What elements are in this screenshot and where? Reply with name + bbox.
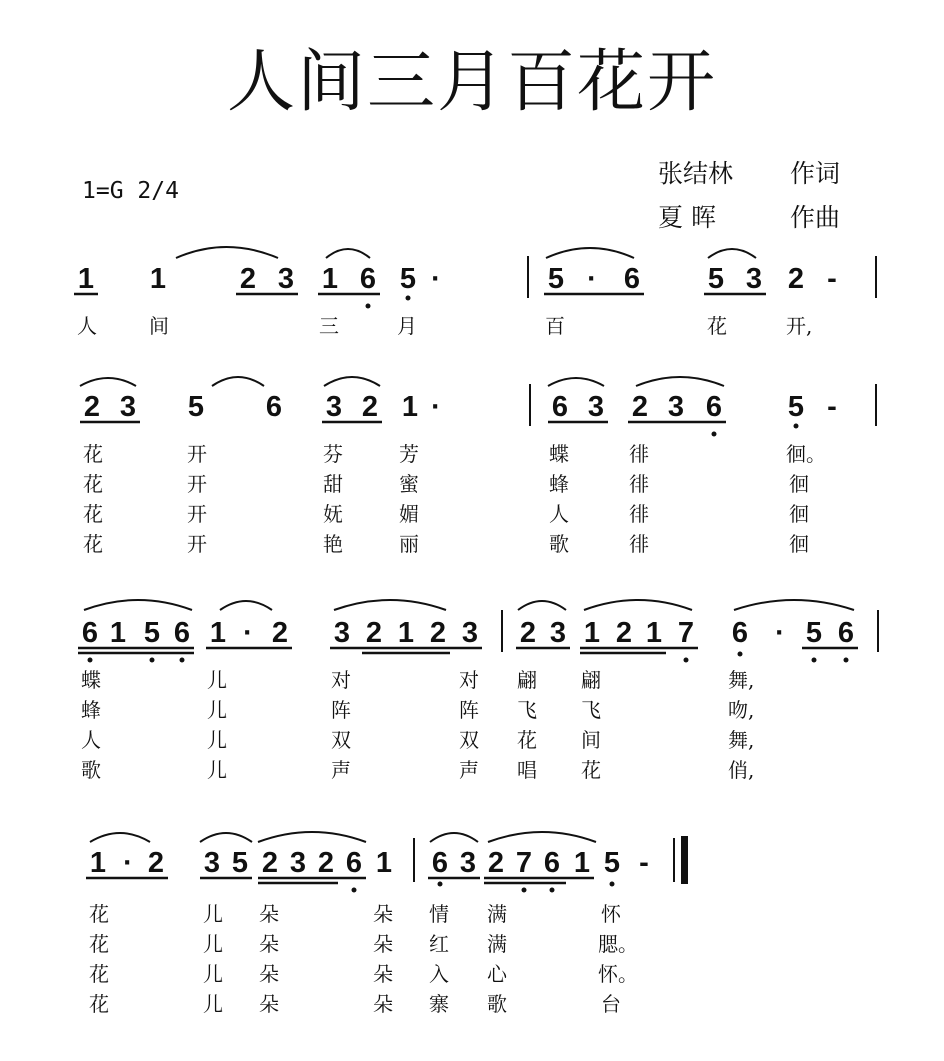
lyric-syllable: 情 (429, 902, 449, 926)
slur (80, 378, 136, 386)
note: 6 (81, 617, 99, 649)
note: 5 (603, 847, 621, 879)
octave-dot (438, 882, 443, 887)
note: 5 (805, 617, 823, 649)
note: 6 (705, 391, 723, 423)
slur (488, 832, 596, 842)
lyricist-name: 张结林 (658, 159, 734, 188)
lyric-syllable: 双 (459, 728, 479, 752)
lyric-syllable: 朵 (259, 962, 279, 986)
note: 3 (461, 617, 479, 649)
slur (708, 249, 756, 258)
note: 5 (231, 847, 249, 879)
lyric-syllable: 飞 (517, 698, 537, 722)
note: 6 (837, 617, 855, 649)
note: 2 (261, 847, 279, 879)
lyric-syllable: 花 (517, 728, 537, 752)
octave-dot (684, 658, 689, 663)
note: 2 (239, 263, 257, 295)
lyric-syllable: 间 (581, 728, 601, 752)
slur (176, 247, 278, 258)
note: 6 (543, 847, 561, 879)
note: 1 (77, 263, 95, 295)
note: 6 (623, 263, 641, 295)
octave-dot (352, 888, 357, 893)
slur (258, 832, 366, 842)
lyric-syllable: 朵 (373, 902, 393, 926)
note: 3 (667, 391, 685, 423)
lyric-syllable: 丽 (399, 532, 419, 556)
note: 5 (399, 263, 417, 295)
lyric-syllable: 花 (83, 442, 103, 466)
note: 6 (265, 391, 283, 423)
lyric-syllable: 三 (319, 314, 339, 338)
octave-dot (522, 888, 527, 893)
lyric-syllable: 人 (549, 502, 569, 526)
lyric-syllable: 满 (487, 902, 507, 926)
lyric-syllable: 蜂 (81, 698, 101, 722)
lyric-syllable: 蝶 (81, 668, 101, 692)
lyric-syllable: 阵 (459, 698, 479, 722)
lyric-syllable: 徘 (629, 532, 649, 556)
slur (734, 600, 854, 610)
lyric-syllable: 蜂 (549, 472, 569, 496)
lyric-syllable: 歌 (487, 992, 507, 1016)
lyric-syllable: 朵 (373, 962, 393, 986)
lyric-syllable: 儿 (207, 668, 227, 692)
note: 6 (173, 617, 191, 649)
octave-dot (610, 882, 615, 887)
note: 1 (109, 617, 127, 649)
octave-dot (812, 658, 817, 663)
lyric-syllable: 徘 (629, 502, 649, 526)
lyric-syllable: 媚 (399, 502, 419, 526)
note: 5 (707, 263, 725, 295)
lyric-syllable: 满 (487, 932, 507, 956)
lyric-syllable: 儿 (207, 698, 227, 722)
lyric-syllable: 人 (77, 314, 97, 338)
octave-dot (88, 658, 93, 663)
note: 5 (547, 263, 565, 295)
lyric-syllable: 歌 (549, 532, 569, 556)
lyric-syllable: 花 (89, 962, 109, 986)
slur (636, 377, 724, 386)
final-barline-thick (681, 836, 688, 884)
slurs (80, 247, 854, 842)
note: 1 (573, 847, 591, 879)
octave-dot (712, 432, 717, 437)
slur (546, 248, 634, 258)
note: 7 (515, 847, 533, 879)
lyric-syllable: 蝶 (549, 442, 569, 466)
lyric-syllable: 花 (83, 472, 103, 496)
lyric-syllable: 声 (331, 758, 351, 782)
key-signature: 1=G 2/4 (82, 178, 179, 204)
slur (326, 249, 370, 258)
note: 2 (83, 391, 101, 423)
slur (220, 601, 272, 610)
lyric-syllable: 花 (707, 314, 727, 338)
lyric-syllable: 艳 (323, 532, 343, 556)
slur (334, 600, 446, 610)
note: 1 (401, 391, 419, 423)
lyric-syllable: 儿 (203, 932, 223, 956)
lyric-syllable: 花 (83, 532, 103, 556)
note: · (243, 617, 253, 649)
note: - (827, 263, 837, 295)
octave-dot (794, 424, 799, 429)
note: 2 (429, 617, 447, 649)
note: 3 (459, 847, 477, 879)
lyric-syllable: 徊 (789, 532, 809, 556)
slur (324, 377, 380, 386)
lyric-syllable: 俏, (728, 758, 755, 782)
composer-name: 夏 晖 (658, 203, 716, 232)
note: 2 (615, 617, 633, 649)
lyric-syllable: 开, (786, 314, 813, 338)
lyric-syllable: 徊 (789, 502, 809, 526)
slur (518, 601, 566, 610)
lyric-syllable: 儿 (203, 902, 223, 926)
lyric-syllable: 心 (487, 962, 507, 986)
lyric-syllable: 舞, (728, 668, 755, 692)
lyric-syllable: 唱 (517, 758, 537, 782)
octave-dot (406, 296, 411, 301)
note: 3 (745, 263, 763, 295)
lyric-syllable: 儿 (207, 728, 227, 752)
note: · (775, 617, 785, 649)
lyric-syllable: 儿 (207, 758, 227, 782)
slur (200, 833, 252, 842)
lyric-syllable: 开 (187, 472, 207, 496)
beams (74, 294, 858, 883)
lyric-syllable: 歌 (81, 758, 101, 782)
note: 3 (549, 617, 567, 649)
note: 6 (731, 617, 749, 649)
barlines (414, 256, 878, 882)
note: 1 (375, 847, 393, 879)
slur (84, 600, 192, 610)
note: · (587, 263, 597, 295)
octave-dot (366, 304, 371, 309)
song-title: 人间三月百花开 (226, 43, 717, 122)
lyric-syllable: 舞, (728, 728, 755, 752)
lyric-syllable: 入 (429, 962, 449, 986)
lyric-syllable: 朵 (259, 932, 279, 956)
lyric-syllable: 朵 (259, 902, 279, 926)
lyric-syllable: 对 (459, 668, 479, 692)
lyric-syllable: 开 (187, 532, 207, 556)
note: 6 (345, 847, 363, 879)
lyric-syllable: 徊 (789, 472, 809, 496)
slur (212, 377, 264, 386)
lyric-syllable: 开 (187, 502, 207, 526)
octave-dots (88, 296, 849, 893)
note: 5 (787, 391, 805, 423)
lyric-syllable: 寨 (429, 992, 449, 1016)
note: 1 (149, 263, 167, 295)
note: 2 (317, 847, 335, 879)
lyric-syllable: 芬 (323, 442, 343, 466)
note: 3 (587, 391, 605, 423)
note: 5 (143, 617, 161, 649)
note: 3 (119, 391, 137, 423)
lyric-syllable: 朵 (259, 992, 279, 1016)
lyric-syllable: 阵 (331, 698, 351, 722)
note: 7 (677, 617, 695, 649)
lyric-syllable: 儿 (203, 962, 223, 986)
note: 5 (187, 391, 205, 423)
lyric-syllable: 朵 (373, 932, 393, 956)
lyric-syllable: 月 (397, 314, 417, 338)
lyric-syllable: 翩 (581, 668, 601, 692)
lyric-syllable: 徊。 (786, 442, 826, 466)
slur (548, 378, 604, 386)
lyric-syllable: 芳 (399, 442, 419, 466)
note: 1 (321, 263, 339, 295)
lyric-syllable: 花 (581, 758, 601, 782)
note: 1 (209, 617, 227, 649)
composer-role: 作曲 (790, 203, 841, 232)
lyric-syllable: 怀 (601, 902, 621, 926)
note: 3 (277, 263, 295, 295)
octave-dot (180, 658, 185, 663)
lyric-syllable: 怀。 (598, 962, 638, 986)
note: 1 (397, 617, 415, 649)
note: 1 (583, 617, 601, 649)
lyric-syllable: 人 (81, 728, 101, 752)
note: 2 (147, 847, 165, 879)
note: 2 (271, 617, 289, 649)
lyric-syllable: 甜 (323, 472, 343, 496)
note: 3 (203, 847, 221, 879)
lyric-syllable: 徘 (629, 442, 649, 466)
lyric-syllable: 翩 (517, 668, 537, 692)
octave-dot (844, 658, 849, 663)
note: 3 (325, 391, 343, 423)
note: 2 (631, 391, 649, 423)
lyric-syllable: 花 (89, 932, 109, 956)
lyric-syllable: 对 (331, 668, 351, 692)
note: 2 (519, 617, 537, 649)
lyricist-role: 作词 (790, 159, 841, 188)
lyric-syllable: 吻, (728, 698, 755, 722)
lyric-syllable: 朵 (373, 992, 393, 1016)
note: 3 (333, 617, 351, 649)
note: 2 (487, 847, 505, 879)
note: 2 (787, 263, 805, 295)
lyric-syllable: 花 (83, 502, 103, 526)
lyric-syllable: 花 (89, 992, 109, 1016)
note: - (639, 847, 649, 879)
octave-dot (738, 652, 743, 657)
lyric-syllable: 台 (601, 992, 621, 1016)
note: 6 (551, 391, 569, 423)
slur (584, 600, 692, 610)
note: · (431, 263, 441, 295)
lyric-syllable: 腮。 (598, 932, 638, 956)
lyric-syllable: 飞 (581, 698, 601, 722)
note: 1 (89, 847, 107, 879)
note: 1 (645, 617, 663, 649)
octave-dot (550, 888, 555, 893)
note: 3 (289, 847, 307, 879)
lyric-syllable: 百 (545, 314, 565, 338)
note: 6 (431, 847, 449, 879)
lyric-syllable: 双 (331, 728, 351, 752)
lyric-syllable: 蜜 (399, 472, 419, 496)
slur (90, 833, 150, 842)
lyric-syllable: 花 (89, 902, 109, 926)
lyric-syllable: 声 (459, 758, 479, 782)
octave-dot (150, 658, 155, 663)
lyric-syllable: 红 (429, 932, 449, 956)
note: · (123, 847, 133, 879)
slur (430, 833, 478, 842)
note: 2 (365, 617, 383, 649)
lyric-syllable: 开 (187, 442, 207, 466)
note: - (827, 391, 837, 423)
note: 6 (359, 263, 377, 295)
lyric-syllable: 儿 (203, 992, 223, 1016)
lyric-syllable: 妩 (323, 502, 343, 526)
note: 2 (361, 391, 379, 423)
lyric-syllable: 徘 (629, 472, 649, 496)
lyric-syllable: 间 (149, 314, 169, 338)
note: · (431, 391, 441, 423)
